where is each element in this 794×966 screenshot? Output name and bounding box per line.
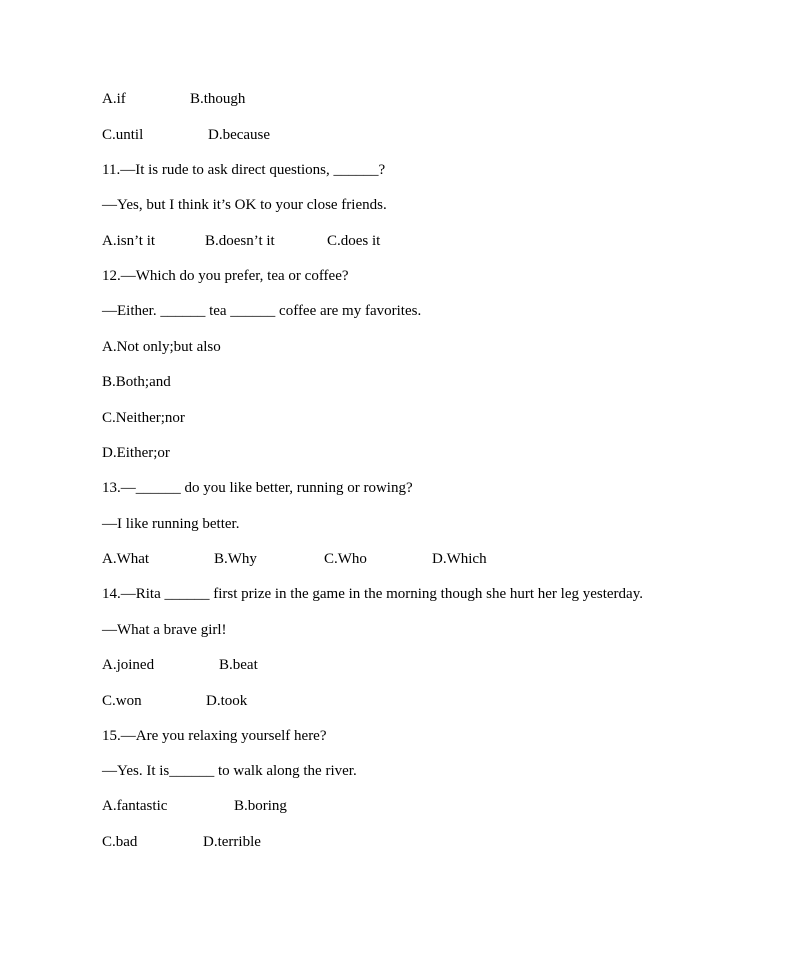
q13-option-d: D.Which — [432, 551, 487, 567]
q14-option-b: B.beat — [219, 657, 258, 673]
q13-option-c: C.Who — [324, 551, 367, 567]
q15-option-d: D.terrible — [203, 834, 261, 850]
q10-option-a: A.if — [102, 91, 126, 107]
q12-stem: 12.—Which do you prefer, tea or coffee? — [102, 268, 349, 284]
q15-reply: —Yes. It is______ to walk along the river. — [102, 763, 357, 779]
q14-reply: —What a brave girl! — [102, 622, 227, 638]
q10-option-d: D.because — [208, 127, 271, 143]
q13-option-b: B.Why — [214, 551, 257, 567]
q14-stem: 14.—Rita ______ first prize in the game in the morning though she hurt her leg yesterday. — [102, 586, 643, 602]
q14-option-d: D.took — [206, 693, 248, 709]
q11-option-c: C.does it — [327, 233, 381, 249]
q11-option-a: A.isn’t it — [102, 233, 156, 249]
q13-stem: 13.—______ do you like better, running or rowing? — [102, 480, 413, 496]
q11-option-b: B.doesn’t it — [205, 233, 275, 249]
q13-reply: —I like running better. — [102, 516, 240, 532]
q12-option-c: C.Neither;nor — [102, 410, 185, 426]
q14-option-a: A.joined — [102, 657, 155, 673]
q14-option-c: C.won — [102, 693, 142, 709]
q12-option-a: A.Not only;but also — [102, 339, 221, 355]
q15-option-b: B.boring — [234, 798, 287, 814]
q12-reply: —Either. ______ tea ______ coffee are my favorites. — [102, 303, 422, 319]
q10-option-c: C.until — [102, 127, 144, 143]
q15-stem: 15.—Are you relaxing yourself here? — [102, 728, 327, 744]
q15-option-a: A.fantastic — [102, 798, 168, 814]
q12-option-d: D.Either;or — [102, 445, 170, 461]
q13-option-a: A.What — [102, 551, 150, 567]
q10-option-b: B.though — [190, 91, 246, 107]
q12-option-b: B.Both;and — [102, 374, 171, 390]
q15-option-c: C.bad — [102, 834, 138, 850]
q11-stem: 11.—It is rude to ask direct questions, ______? — [102, 162, 386, 178]
q11-reply: —Yes, but I think it’s OK to your close friends. — [102, 197, 387, 213]
